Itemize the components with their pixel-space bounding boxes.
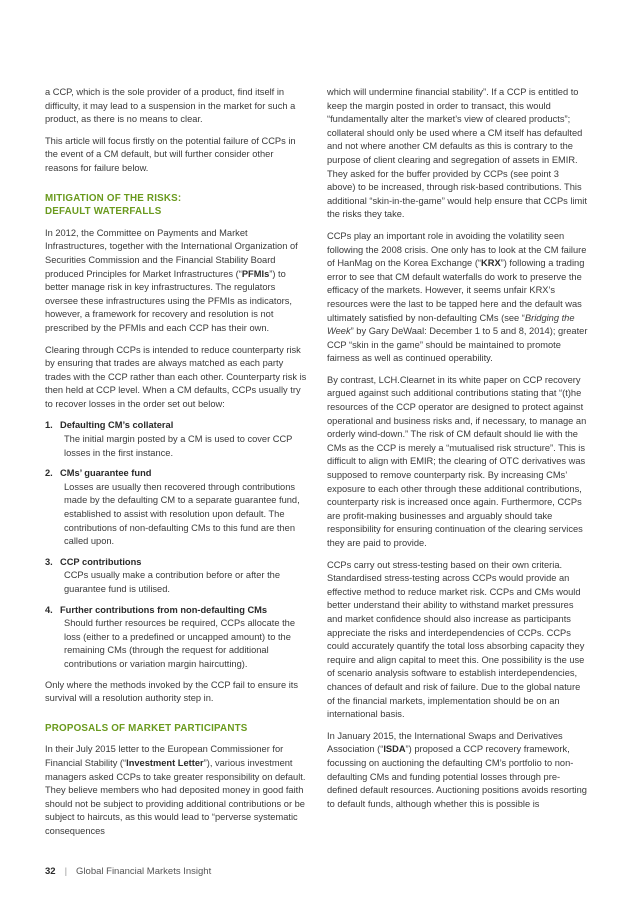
paragraph bbox=[327, 230, 589, 366]
list-item-body: CCPs usually make a contribution before or after the guarantee fund is utilised. bbox=[64, 570, 281, 594]
paragraph: a CCP, which is the sole provider of a product, find itself in difficulty, it may lead to a suspension in the market for such a product, as there is no means to clear. bbox=[45, 87, 296, 125]
list-item-body: Should further resources be required, CCPs allocate the loss (either to a predefined or uncapped amount) to the remaining CMs (through the request for additional contributions or variation margin haircutting). bbox=[64, 618, 295, 669]
page-number: 32 bbox=[45, 866, 56, 877]
text-span: ”) to better manage risk in key infrastructures. The regulators oversee these infrastructures using the PFMIs as indicators, however, a framework for recovery and resolution is not prescribed by the PFMIs and each CCP has their own. bbox=[45, 268, 292, 333]
text-span: ” by Gary DeWaal: December 1 to 5 and 8, 2014); greater CCP “skin in the game” should be maintained to promote fairness as well as continued operability. bbox=[327, 326, 588, 364]
paragraph: CCPs carry out stress-testing based on their own criteria. Standardised stress-testing across CCPs would provide an effective method to reduce market risk. CCPs and CMs would better understand their ability to withstand market pressures and market confidence should also increase as participants appreciate the risks and interdependencies of CCPs. CCPs could accurately quantify the total loss absorbing capacity they require and align capital to meet this. One possibility is the use of scenario analysis software to establish interdependencies, chances of default and risk of failure. Due to the global nature of the financial markets, implementation should be on an international basis. bbox=[327, 559, 585, 720]
list-item-title bbox=[45, 604, 307, 618]
text-span: In 2012, the Committee on Payments and Market Infrastructures, together with the International Organization of Securities Commission and the Financial Stability Board produced Principles for Market Infrastructures (“ bbox=[45, 227, 298, 279]
text-span: CCPs play an important role in avoiding the volatility seen following the 2008 crisis. One only has to look at the CM failure of HanMag on the Korea Exchange (“ bbox=[327, 230, 587, 269]
heading-line: MITIGATION OF THE RISKS: bbox=[45, 192, 182, 204]
defined-term: PFMIs bbox=[241, 268, 270, 279]
list-item bbox=[45, 467, 307, 549]
list-item-body: The initial margin posted by a CM is used to cover CCP losses in the first instance. bbox=[64, 434, 293, 458]
footer-separator: | bbox=[64, 866, 68, 877]
list-number: 4. bbox=[45, 604, 53, 615]
list-title-text: Defaulting CM’s collateral bbox=[60, 420, 174, 431]
text-span: In January 2015, the International Swaps and Derivatives Association (“ bbox=[327, 730, 563, 755]
paragraph bbox=[45, 743, 307, 838]
text-span: In their July 2015 letter to the European Commissioner for Financial Stability (“ bbox=[45, 744, 284, 768]
defined-term: KRX bbox=[481, 258, 501, 269]
paragraph: By contrast, LCH.Clearnet in its white paper on CCP recovery argued against such additional contributions stating that “(t)he resources of the CCP operator are designed to protect against operational and business risks and, if necessary, to manage an orderly wind-down.” The risk of CM default should lie with the CMs as the CCP is merely a “mutualised risk structure”. This is difficult to align with EMIR; the clearing of OTC derivatives was supposed to remove counterparty risk. By increasing CMs’ exposure to each other through these additional contributions, counterparty risk is increased once again. Furthermore, CCPs are profit-making businesses and arguably should take responsibility for ensuring continuation of the clearing services they are paid to provide. bbox=[327, 374, 587, 548]
list-item bbox=[45, 556, 307, 597]
left-column bbox=[45, 86, 307, 847]
paragraph bbox=[45, 227, 307, 336]
list-item-body: Losses are usually then recovered through contributions made by the defaulting CM to a separate guarantee fund, established to assist with resolution upon default. The contributions of non-defaulting CMs to this fund are then called upon. bbox=[64, 481, 300, 547]
heading-line: DEFAULT WATERFALLS bbox=[45, 206, 162, 218]
list-item bbox=[45, 419, 307, 460]
list-number: 2. bbox=[45, 468, 53, 479]
right-column bbox=[327, 86, 589, 819]
list-title-text: Further contributions from non-defaulting CMs bbox=[60, 604, 268, 615]
list-title-text: CCP contributions bbox=[60, 556, 142, 567]
list-item bbox=[45, 604, 307, 672]
list-item-title bbox=[45, 556, 307, 570]
defined-term: ISDA bbox=[383, 744, 406, 755]
paragraph bbox=[327, 730, 589, 812]
list-title-text: CMs’ guarantee fund bbox=[60, 468, 152, 479]
defined-term: Investment Letter bbox=[126, 757, 204, 768]
paragraph: Clearing through CCPs is intended to reduce counterparty risk by ensuring that trades are always matched as each party trades with the CCP rather than each other. Counterparty risk is then held at CCP level. When a CM defaults, CCPs usually try to recover losses in the order set out below: bbox=[45, 344, 307, 409]
text-span: ”), various investment managers asked CCPs to take greater responsibility on default. They believe members who had deposited money in good faith should not be subject to providing additional contributions or be subject to haircuts, as this would lead to “perverse systematic consequences bbox=[45, 757, 306, 836]
page-footer bbox=[45, 866, 211, 877]
paragraph: Only where the methods invoked by the CCP fail to ensure its survival will a resolution authority step in. bbox=[45, 679, 299, 704]
paragraph: This article will focus firstly on the potential failure of CCPs in the event of a CM default, but will further consider other reasons for failure below. bbox=[45, 135, 296, 173]
publication-name: Global Financial Markets Insight bbox=[76, 866, 212, 877]
section-heading-default-waterfalls bbox=[45, 192, 307, 219]
paragraph: which will undermine financial stability”. If a CCP is entitled to keep the margin posted in order to transact, this would “fundamentally alter the market’s view of cleared products”; collateral should only be used where a CM itself has defaulted and not where another CM defaults as this is contrary to the purpose of client clearing and segregation of assets in EMIR. They asked for the buffer provided by CCPs (see point 3 above) to be increased, through risk-based contributions. This additional “skin-in-the-game” would help ensure that CCPs limit the risks they take. bbox=[327, 87, 587, 220]
section-heading-proposals: PROPOSALS OF MARKET PARTICIPANTS bbox=[45, 722, 248, 734]
list-item-title bbox=[45, 419, 307, 433]
text-span: ”) following a trading error to see that CM default waterfalls do work to preserve the efficacy of the markets. However, it seems unfair KRX’s resources were the last to be tapped here and the default was ultimately satisfied by non-defaulting CMs (see “ bbox=[327, 258, 585, 323]
list-number: 3. bbox=[45, 556, 53, 567]
list-item-title bbox=[45, 467, 307, 481]
list-number: 1. bbox=[45, 420, 53, 431]
text-span: ”) proposed a CCP recovery framework, focussing on auctioning the defaulting CM’s portfolio to non-defaulting CMs and funding potential losses through pre-defined default resources. Auctioning positions avoids resorting to default funds, although whether this is possible is bbox=[327, 744, 587, 809]
italic-title: Bridging the Week bbox=[327, 312, 575, 337]
